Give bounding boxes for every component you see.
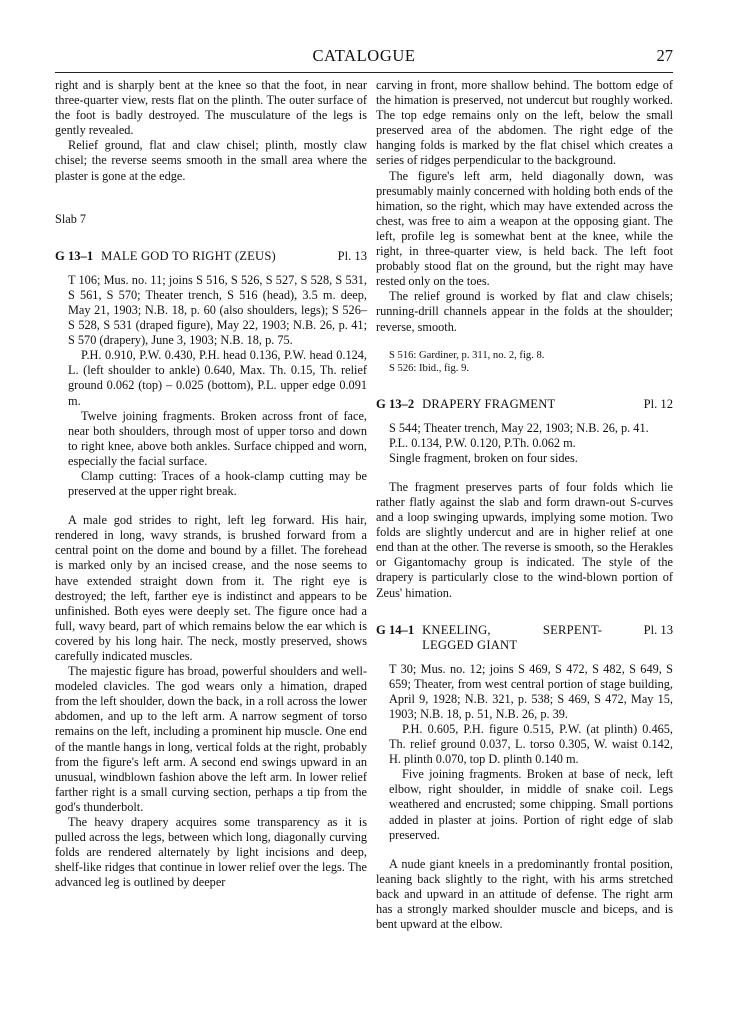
paragraph: carving in front, more shallow behind. The bottom edge of the himation is preserved, not undercut but roughly worked. The top edge remains only on the left, below the small preserved area of the abdomen. The right edge of the hanging folds is marked by the flat chisel which creates a series of ridges perpendicular to the background. xyxy=(376,78,673,168)
paragraph: right and is sharply bent at the knee so that the foot, in near three-quarter view, rests flat on the plinth. The outer surface of the foot is badly destroyed. The musculature of the legs is gently revealed. xyxy=(55,78,367,138)
entry-heading-g13-2 xyxy=(376,397,673,412)
paragraph: The fragment preserves parts of four folds which lie rather flatly against the slab and form drawn-out S-curves and a loop swinging upwards, implying some motion. Two folds are slightly undercut and are in higher relief at one end than at the other. The reverse is smooth, so the Herakles or Gigantomachy group is indicated. The style of the drapery is particularly close to the wind-blown portion of Zeus' himation. xyxy=(376,479,673,600)
entry-heading-g13-1 xyxy=(55,249,367,264)
paragraph: A nude giant kneels in a predominantly frontal position, leaning back slightly to the right, with his arms stretched back and upward in an attitude of defense. The right arm has a strongly marked shoulder muscle and biceps, and is bent upward at the elbow. xyxy=(376,856,673,932)
paragraph: The heavy drapery acquires some transparency as it is pulled across the legs, between which long, diagonally curving folds are rendered alternately by light incisions and deep, shelf-like ridges that continue in lower relief over the legs. The advanced leg is outlined by deeper xyxy=(55,815,367,890)
plate-reference: Pl. 13 xyxy=(643,622,673,637)
entry-title: DRAPERY FRAGMENT xyxy=(422,396,556,411)
slab-heading: Slab 7 xyxy=(55,211,87,226)
left-column xyxy=(55,78,367,891)
paragraph: The majestic figure has broad, powerful shoulders and well-modeled clavicles. The god wears only a himation, draped from the left shoulder, down the back, in a roll across the lower abdomen, and up to the left arm. A narrow segment of torso remains on the left, including a prominent hip muscle. One end of the mantle hangs in long, vertical folds at the right, probably from the figure's left arm. A second end swings upward in an unusual, windblown fashion above the left arm. In lower relief farther right is a small curving section, perhaps a tip from the god's thunderbolt. xyxy=(55,664,367,814)
entry-heading-g14-1 xyxy=(376,623,673,653)
paragraph: A male god strides to right, left leg forward. His hair, rendered in long, wavy strands, is brushed forward from a central point on the dome and bound by a fillet. The forehead is marked only by an incised crease, and the nose seems to have extended straight down from it. The right eye is destroyed; the left, farther eye is indistinct and appears to be unfinished. Both eyes were deeply set. The figure once had a full, wavy beard, part of which remains below the ear which is covered by his long hair. The neck, mostly preserved, shows carefully indicated muscles. xyxy=(55,513,367,663)
entry-dimensions: P.H. 0.910, P.W. 0.430, P.H. head 0.136, P.W. head 0.124, L. (left shoulder to ankle) 0.640, Max. Th. 0.15, Th. relief ground 0.062 (top) – 0.025 (bottom), P.L. upper edge 0.091 m. xyxy=(68,348,367,408)
entry-provenance: T 106; Mus. no. 11; joins S 516, S 526, S 527, S 528, S 531, S 561, S 570; Theater trench, S 516 (head), 3.5 m. deep, May 21, 1903; N.B. 18, p. 60 (also shoulders, legs); S 526–S 528, S 531 (draped figure), May 22, 1903; N.B. 26, p. 41; S 570 (drapery), June 3, 1903; N.B. 18, p. 75. xyxy=(68,272,367,348)
plate-reference: Pl. 12 xyxy=(643,396,673,411)
entry-title: KNEELING, SERPENT-LEGGED GIANT xyxy=(422,622,603,652)
entry-provenance: S 544; Theater trench, May 22, 1903; N.B. 26, p. 41. xyxy=(389,420,649,435)
running-head: CATALOGUE xyxy=(312,46,416,65)
entry-condition: Twelve joining fragments. Broken across front of face, near both shoulders, through most of upper torso and down to right knee, above both ankles. Surface chipped and worn, especially the facial surface. xyxy=(68,408,367,468)
right-column xyxy=(376,78,673,932)
paragraph: The figure's left arm, held diagonally down, was presumably mainly concerned with holding both ends of the himation, so the right, which may have extended across the chest, was free to aim a weapon at the opposing giant. The left, profile leg is somewhat bent at the knee, while the right, in three-quarter view, is held back. The left foot probably stood flat on the ground, but the right may have rested only on the toes. xyxy=(376,168,673,289)
entry-number: G 13–2 xyxy=(376,396,415,411)
entry-number: G 13–1 xyxy=(55,248,94,263)
page-number: 27 xyxy=(656,46,673,65)
entry-title: MALE GOD TO RIGHT (ZEUS) xyxy=(101,248,276,263)
entry-details xyxy=(376,421,673,466)
entry-dimensions: P.L. 0.134, P.W. 0.120, P.Th. 0.062 m. xyxy=(389,435,576,450)
bibliography-notes xyxy=(376,349,673,375)
page-header xyxy=(55,46,673,74)
plate-reference: Pl. 13 xyxy=(337,248,367,263)
entry-condition: Five joining fragments. Broken at base of neck, left elbow, right shoulder, in middle of snake coil. Legs weathered and encrusted; some chipping. Small portions added in plaster at joins. Portion of right edge of slab preserved. xyxy=(389,767,673,842)
entry-details xyxy=(55,273,367,499)
header-rule xyxy=(55,72,673,73)
entry-clamp-cutting: Clamp cutting: Traces of a hook-clamp cutting may be preserved at the upper right break. xyxy=(68,468,367,499)
entry-details xyxy=(376,662,673,843)
paragraph: The relief ground is worked by flat and claw chisels; running-drill channels appear in the folds at the shoulder; reverse, smooth. xyxy=(376,289,673,334)
paragraph: Relief ground, flat and claw chisel; plinth, mostly claw chisel; the reverse seems smooth in the small area where the plaster is gone at the edge. xyxy=(55,138,367,183)
bibliography-note: S 516: Gardiner, p. 311, no. 2, fig. 8. xyxy=(389,349,545,361)
entry-condition: Single fragment, broken on four sides. xyxy=(389,450,578,465)
entry-provenance: T 30; Mus. no. 12; joins S 469, S 472, S 482, S 649, S 659; Theater, from west central portion of stage building, April 9, 1928; N.B. 321, p. 538; S 469, S 472, May 15, 1903; N.B. 18, p. 51, N.B. 26, p. 39. xyxy=(389,661,673,721)
entry-number: G 14–1 xyxy=(376,622,415,637)
bibliography-note: S 526: Ibid., fig. 9. xyxy=(389,362,470,374)
entry-dimensions: P.H. 0.605, P.H. figure 0.515, P.W. (at plinth) 0.465, Th. relief ground 0.037, L. torso 0.305, W. waist 0.142, H. plinth 0.070, top D. plinth 0.140 m. xyxy=(389,722,673,767)
